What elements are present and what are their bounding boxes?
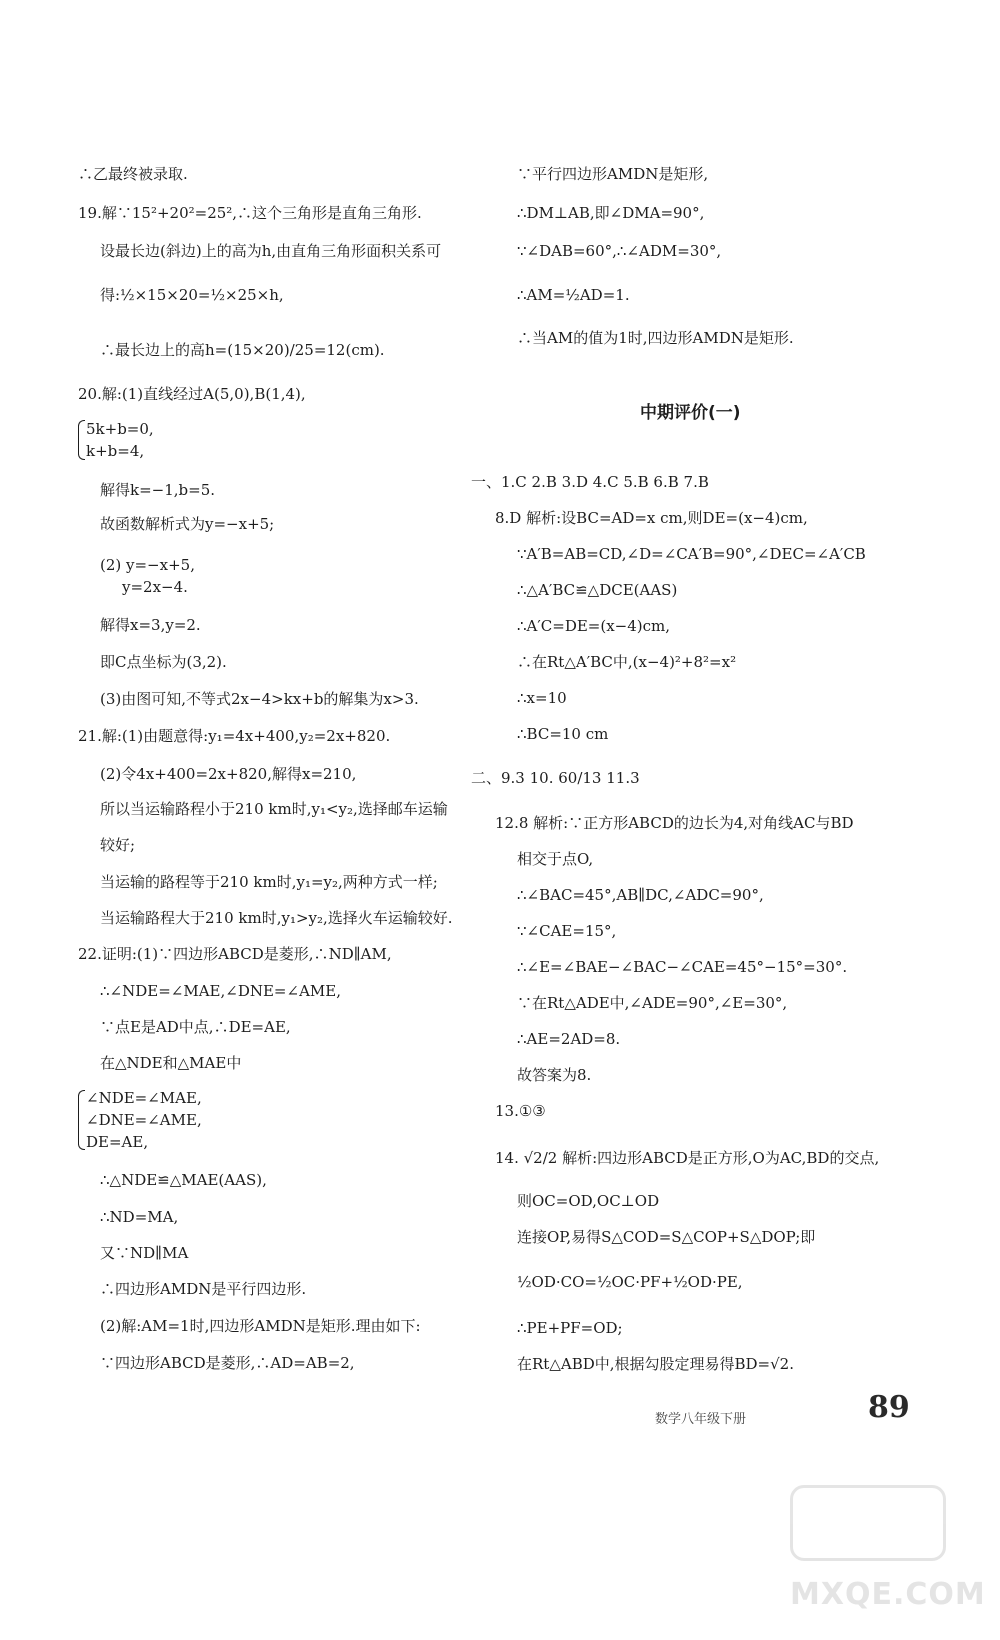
text-line: ∴AE=2AD=8. (517, 1030, 621, 1048)
text-line: ∴PE+PF=OD; (517, 1319, 623, 1337)
watermark-text: MXQE.COM (790, 1577, 986, 1612)
text-line: 故答案为8. (517, 1066, 592, 1084)
text-line: ∠DNE=∠AME, (86, 1111, 202, 1129)
text-line: ∵在Rt△ADE中,∠ADE=90°,∠E=30°, (517, 994, 788, 1012)
text-line: ∴ND=MA, (100, 1208, 179, 1226)
text-line: 当运输的路程等于210 km时,y₁=y₂,两种方式一样; (100, 873, 438, 891)
text-line: y=2x−4. (122, 578, 188, 596)
text-line: 在△NDE和△MAE中 (100, 1054, 242, 1072)
text-line: 19.解∵15²+20²=25²,∴这个三角形是直角三角形. (78, 204, 422, 222)
text-line: (2) y=−x+5, (100, 556, 195, 574)
text-line: ∠NDE=∠MAE, (86, 1089, 202, 1107)
text-line: ∴DM⊥AB,即∠DMA=90°, (517, 204, 705, 222)
text-line: ∴△NDE≌△MAE(AAS), (100, 1171, 267, 1189)
text-line: ∴乙最终被录取. (78, 165, 188, 183)
watermark-logo-icon (790, 1485, 946, 1561)
text-line: ∴最长边上的高h=(15×20)/25=12(cm). (100, 341, 385, 359)
text-line: (2)解:AM=1时,四边形AMDN是矩形.理由如下: (100, 1317, 421, 1335)
text-line: k+b=4, (86, 442, 145, 460)
text-line: ∴当AM的值为1时,四边形AMDN是矩形. (517, 329, 794, 347)
text-line: 连接OP,易得S△COD=S△COP+S△DOP;即 (517, 1228, 816, 1246)
text-line: ∴四边形AMDN是平行四边形. (100, 1280, 307, 1298)
brace (78, 420, 85, 460)
text-line: 5k+b=0, (86, 420, 154, 438)
text-line: 解得x=3,y=2. (100, 616, 201, 634)
text-line: ∴BC=10 cm (517, 725, 609, 743)
text-line: ∴在Rt△A′BC中,(x−4)²+8²=x² (517, 653, 737, 671)
brace (78, 1090, 85, 1150)
text-line: 相交于点O, (517, 850, 594, 868)
text-line: ∵四边形ABCD是菱形,∴AD=AB=2, (100, 1354, 355, 1372)
text-line: ∵∠DAB=60°,∴∠ADM=30°, (517, 242, 722, 260)
text-line: 14. √2/2 解析:四边形ABCD是正方形,O为AC,BD的交点, (495, 1149, 880, 1167)
text-line: (3)由图可知,不等式2x−4>kx+b的解集为x>3. (100, 690, 419, 708)
text-line: 一、1.C 2.B 3.D 4.C 5.B 6.B 7.B (471, 473, 709, 491)
text-line: ∴∠E=∠BAE−∠BAC−∠CAE=45°−15°=30°. (517, 958, 848, 976)
text-line: DE=AE, (86, 1133, 149, 1151)
text-line: 故函数解析式为y=−x+5; (100, 515, 275, 533)
text-line: 22.证明:(1)∵四边形ABCD是菱形,∴ND∥AM, (78, 945, 392, 963)
text-line: 则OC=OD,OC⊥OD (517, 1192, 660, 1210)
text-line: ∴x=10 (517, 689, 567, 707)
text-line: 20.解:(1)直线经过A(5,0),B(1,4), (78, 385, 306, 403)
footer-text: 数学八年级下册 (655, 1412, 747, 1427)
text-line: 解得k=−1,b=5. (100, 481, 216, 499)
text-line: 较好; (100, 836, 136, 854)
text-line: 即C点坐标为(3,2). (100, 653, 227, 671)
text-line: ∵点E是AD中点,∴DE=AE, (100, 1018, 291, 1036)
text-line: ∵A′B=AB=CD,∠D=∠CA′B=90°,∠DEC=∠A′CB (517, 545, 866, 563)
text-line: 8.D 解析:设BC=AD=x cm,则DE=(x−4)cm, (495, 509, 808, 527)
text-line: 21.解:(1)由题意得:y₁=4x+400,y₂=2x+820. (78, 727, 391, 745)
text-line: ∴∠NDE=∠MAE,∠DNE=∠AME, (100, 982, 341, 1000)
text-line: ∴∠BAC=45°,AB∥DC,∠ADC=90°, (517, 886, 764, 904)
text-line: (2)令4x+400=2x+820,解得x=210, (100, 765, 357, 783)
text-line: ∵平行四边形AMDN是矩形, (517, 165, 709, 183)
text-line: ∴AM=½AD=1. (517, 286, 630, 304)
page-number: 89 (868, 1390, 910, 1425)
text-line: ∴A′C=DE=(x−4)cm, (517, 617, 671, 635)
section-title: 中期评价(一) (640, 403, 741, 423)
text-line: ½OD·CO=½OC·PF+½OD·PE, (517, 1273, 743, 1291)
watermark (790, 1485, 986, 1635)
text-line: 当运输路程大于210 km时,y₁>y₂,选择火车运输较好. (100, 909, 453, 927)
text-line: 得:½×15×20=½×25×h, (100, 286, 284, 304)
text-line: ∵∠CAE=15°, (517, 922, 617, 940)
text-line: 又∵ND∥MA (100, 1244, 189, 1262)
text-line: 设最长边(斜边)上的高为h,由直角三角形面积关系可 (100, 242, 442, 260)
text-line: 在Rt△ABD中,根据勾股定理易得BD=√2. (517, 1355, 794, 1373)
text-line: 所以当运输路程小于210 km时,y₁<y₂,选择邮车运输 (100, 800, 448, 818)
text-line: 12.8 解析:∵正方形ABCD的边长为4,对角线AC与BD (495, 814, 854, 832)
text-line: 13.①③ (495, 1102, 546, 1120)
text-line: ∴△A′BC≌△DCE(AAS) (517, 581, 678, 599)
text-line: 二、9.3 10. 60/13 11.3 (471, 769, 640, 787)
